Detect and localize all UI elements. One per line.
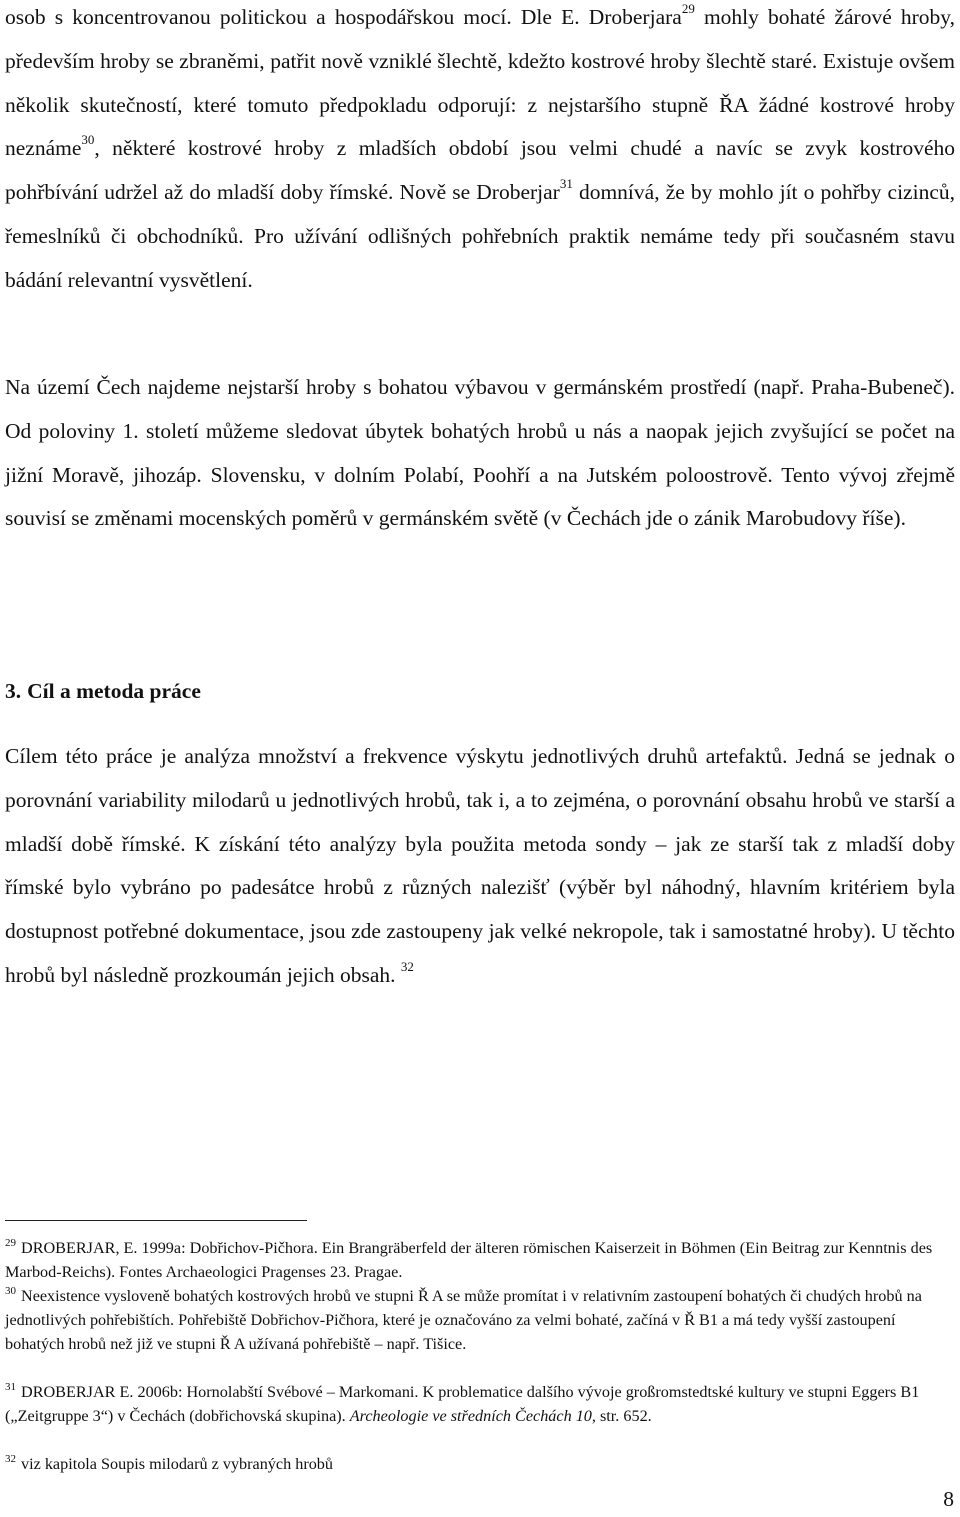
footnote-text: viz kapitola Soupis milodarů z vybraných hrobů: [21, 1455, 333, 1473]
footnote-number: 31: [5, 1380, 16, 1393]
section-number: 3.: [5, 679, 22, 703]
footnote-ref-32[interactable]: 32: [400, 958, 414, 974]
body-paragraph-2: Na území Čech najdeme nejstarší hroby s bohatou výbavou v germánském prostředí (např. Praha-Bubeneč). Od poloviny 1. století můžeme sledovat úbytek bohatých hrobů u nás a naopak jejich zvyšující se počet na jižní Moravě, jihozáp. Slovensku, v dolním Polabí, Poohří a na Jutském poloostrově. Tento vývoj zřejmě souvisí se změnami mocenských poměrů v germánském světě (v Čechách jde o zánik Marobudovy říše).: [5, 375, 955, 531]
body-paragraph-3: [5, 735, 955, 998]
footnote-number: 30: [5, 1284, 16, 1297]
footnote-ref-30[interactable]: 30: [81, 132, 95, 148]
footnote-text: DROBERJAR, E. 1999a: Dobřichov-Pičhora. Ein Brangräberfeld der älteren römischen Kaiserzeit in Böhmen (Ein Beitrag zur Kenntnis des Marbod-Reichs). Fontes Archaeologici Pragenses 23. Pragae.: [5, 1239, 933, 1281]
footnote-number: 32: [5, 1452, 16, 1465]
paragraph-text: mohly bohaté žárové hroby, především hroby se zbraněmi, patřit nově vzniklé šlechtě, kdežto kostrové hroby šlechtě staré. Existuje ovšem několik skutečností, které tomuto předpokladu odporují: z nejstaršího stupně ŘA žádné kostrové hroby neznáme: [5, 5, 955, 161]
footnote-ref-31[interactable]: 31: [559, 176, 573, 192]
footnote-31: [5, 1380, 955, 1428]
paragraph-text: domnívá, že by mohlo jít o pohřby cizinců, řemeslníků či obchodníků. Pro užívání odlišných pohřebních praktik nemáme tedy při současném stavu bádání relevantní vysvětlení.: [5, 180, 955, 292]
footnote-text: , str. 652.: [591, 1407, 652, 1425]
footnote-journal-title: Archeologie ve středních Čechách 10: [349, 1407, 592, 1425]
footnote-ref-29[interactable]: 29: [681, 0, 695, 16]
footnote-29: [5, 1236, 955, 1284]
paragraph-text: , některé kostrové hroby z mladších období jsou velmi chudé a navíc se zvyk kostrového pohřbívání udržel až do mladší doby římské. Nově se Droberjar: [5, 136, 955, 205]
footnote-separator: [5, 1220, 307, 1221]
body-paragraph-1: [5, 0, 955, 303]
paragraph-text: Cílem této práce je analýza množství a frekvence výskytu jednotlivých druhů artefaktů. Jedná se jednak o porovnání variability milodarů u jednotlivých hrobů, tak i, a to zejména, o porovnání obsahu hrobů ve starší a mladší době římské. K získání této analýzy byla použita metoda sondy – jak ze starší tak z mladší doby římské bylo vybráno po padesátce hrobů z různých nalezišť (výběr byl náhodný, hlavním kritériem byla dostupnost potřebné dokumentace, jsou zde zastoupeny jak velké nekropole, tak i samostatné hroby). U těchto hrobů byl následně prozkoumán jejich obsah.: [5, 744, 955, 987]
footnote-text: Neexistence vysloveně bohatých kostrových hrobů ve stupni Ř A se může promítat i v relativním zastoupení bohatých či chudých hrobů na jednotlivých pohřebištích. Pohřebiště Dobřichov-Pičhora, které je označováno za velmi bohaté, začíná v Ř B1 a má tedy vyšší zastoupení bohatých hrobů než již ve stupni Ř A užívaná pohřebiště – např. Tišice.: [5, 1287, 922, 1353]
footnote-text: DROBERJAR E. 2006b: Hornolabští Svébové – Markomani. K problematice dalšího vývoje großromstedtské kultury ve stupni Eggers B1 („Zeitgruppe 3“) v Čechách (dobřichovská skupina).: [5, 1383, 920, 1425]
footnote-32: [5, 1452, 955, 1476]
section-title: Cíl a metoda práce: [27, 679, 201, 703]
paragraph-text: osob s koncentrovanou politickou a hospodářskou mocí. Dle E. Droberjara: [5, 5, 682, 29]
footnote-30: [5, 1284, 955, 1356]
section-heading: [5, 675, 201, 707]
footnote-number: 29: [5, 1236, 16, 1249]
page-number: 8: [943, 1487, 954, 1511]
